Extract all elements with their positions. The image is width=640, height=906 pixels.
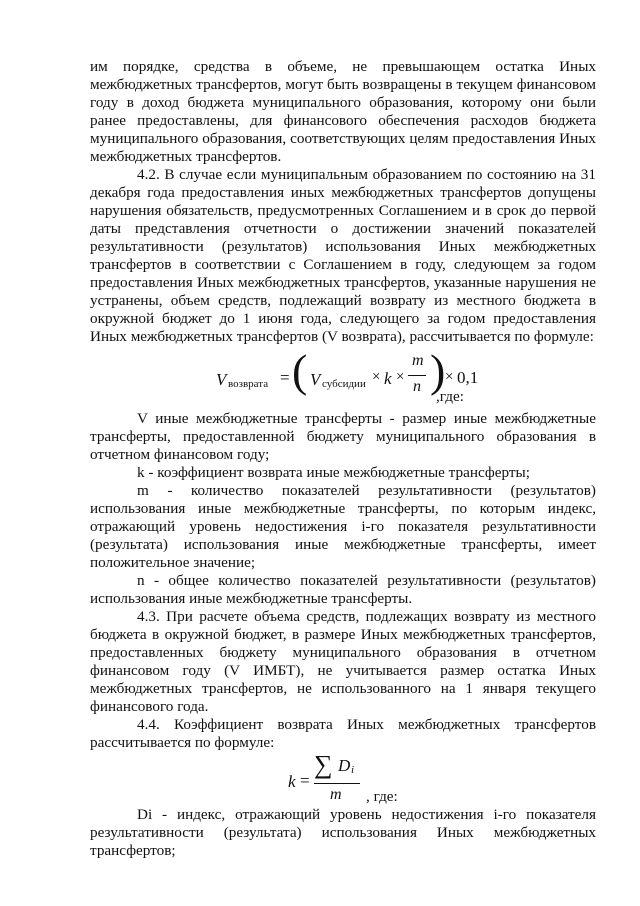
- formula-inner-sub: субсидии: [322, 378, 366, 390]
- definition-di: Di - индекс, отражающий уровень недостижения i-го показателя результативности (результата) использования Иных межбюджетных трансфертов;: [90, 806, 596, 859]
- formula-fraction-bar: [408, 375, 426, 376]
- formula-suffix: ,где:: [436, 388, 464, 405]
- formula-coef: 0,1: [457, 368, 479, 387]
- formula-numerator: m: [412, 352, 424, 369]
- formula-denominator: n: [413, 378, 421, 395]
- formula-v-return: [90, 346, 596, 410]
- formula-lhs-var: V: [216, 370, 227, 389]
- formula-lhs-sub: возврата: [228, 378, 269, 390]
- formula-times-1: ×: [372, 369, 381, 385]
- formula-inner-var: V: [310, 370, 321, 389]
- definition-k: k - коэффициент возврата иные межбюджетные трансферты;: [137, 464, 530, 481]
- definition-m: m - количество показателей результативности (результатов) использования иные межбюджетные трансферты, по которым индекс, отражающий уровень недостижения i-го показателя результативности (результата) использования иные межбюджетные трансферты, имеет положительное значение;: [90, 482, 596, 571]
- formula2-suffix: , где:: [366, 788, 398, 805]
- formula2-num-sub: i: [351, 764, 355, 776]
- paragraph-continuation: им порядке, средства в объеме, не превышающем остатка Иных межбюджетных трансфертов, могут быть возвращены в текущем финансовом году в доход бюджета муниципального образования, которому они были ранее предоставлены, для финансового обеспечения расходов бюджета муниципального образования, соответствующих целям предоставления Иных межбюджетных трансфертов.: [90, 58, 596, 165]
- formula-k-coefficient: [90, 752, 596, 806]
- paragraph-4-4: 4.4. Коэффициент возврата Иных межбюджетных трансфертов рассчитывается по формуле:: [90, 716, 596, 751]
- formula-left-paren: (: [292, 345, 308, 396]
- definition-v: V иные межбюджетные трансферты - размер иные межбюджетные трансферты, предоставленной бюджету муниципального образования в отчетном финансовом году;: [90, 410, 596, 463]
- paragraph-4-2: 4.2. В случае если муниципальным образованием по состоянию на 31 декабря года предоставления иных межбюджетных трансфертов допущены нарушения обязательств, предусмотренных Соглашением и в срок до первой даты представления отчетности о достижении значений показателей результативности (результатов) использования Иных межбюджетных трансфертов в соответствии с Соглашением в году, следующем за годом предоставления Иных межбюджетных трансфертов, указанные нарушения не устранены, объем средств, подлежащий возврату из местного бюджета в окружной бюджет до 1 июня года, следующего за годом предоставления Иных межбюджетных трансфертов (V возврата), рассчитывается по формуле:: [90, 166, 596, 345]
- formula2-num-var: D: [338, 756, 351, 775]
- paragraph-4-3: 4.3. При расчете объема средств, подлежащих возврату из местного бюджета в окружной бюджет, в размере Иных межбюджетных трансфертов, предоставленных бюджету муниципального образования в отчетном финансовом году (V ИМБТ), не учитывается размер остатка Иных межбюджетных трансфертов, не использованного на 1 января текущего финансового года.: [90, 608, 596, 715]
- formula-k: k: [384, 369, 392, 388]
- formula-times-3: ×: [445, 369, 454, 385]
- formula-right-paren: ): [430, 345, 446, 396]
- definition-n: n - общее количество показателей результативности (результатов) использования иные межбюджетные трансферты.: [90, 572, 596, 607]
- formula-eq: =: [280, 368, 290, 387]
- formula2-fraction-bar: [314, 783, 360, 784]
- formula-times-2: ×: [396, 369, 405, 385]
- formula2-denominator: m: [330, 786, 342, 803]
- document-page: [90, 58, 596, 860]
- formula2-lhs: k: [288, 772, 296, 791]
- formula2-sum: ∑: [314, 750, 333, 779]
- formula2-eq: =: [300, 771, 310, 790]
